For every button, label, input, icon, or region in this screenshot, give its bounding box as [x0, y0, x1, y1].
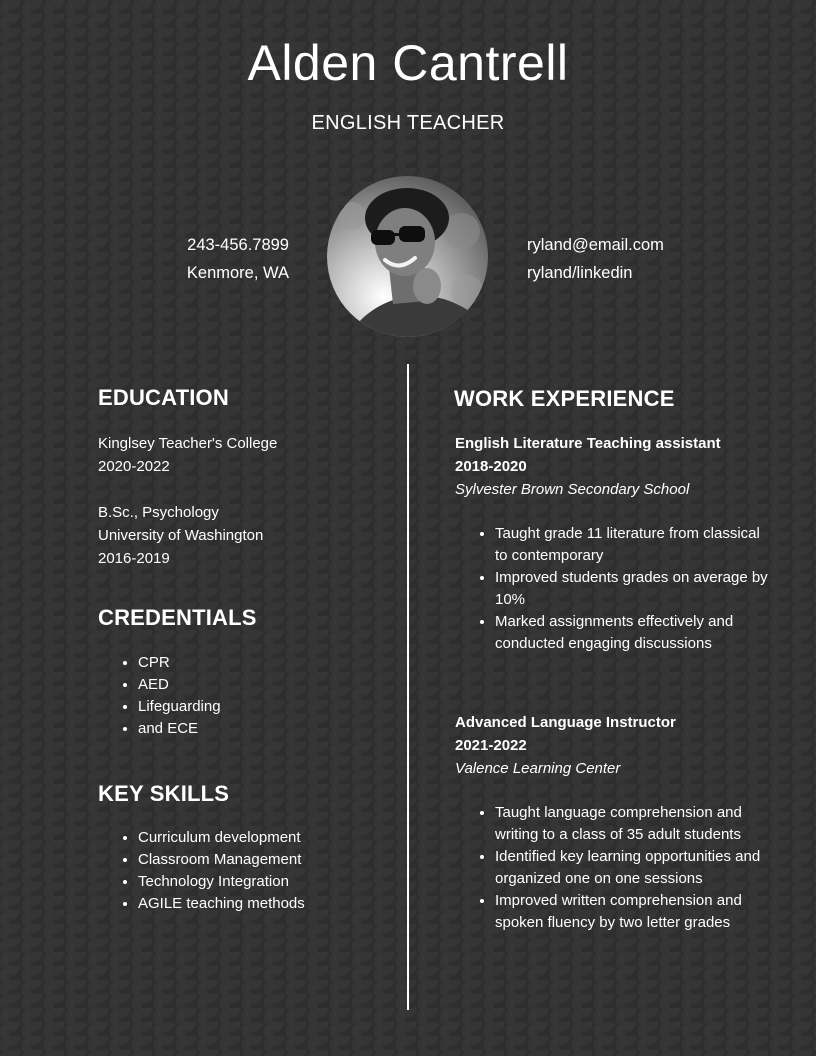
job-years: 2021-2022 [455, 737, 527, 754]
contact-right [527, 231, 747, 287]
profile-photo [327, 176, 488, 337]
job-bullets [475, 523, 775, 655]
location: Kenmore, WA [186, 264, 289, 282]
list-item: • Marked assignments effectively and conducted engaging discussions [495, 611, 775, 655]
credentials-heading: CREDENTIALS [98, 605, 257, 630]
education-heading: EDUCATION [98, 385, 229, 410]
candidate-name: Alden Cantrell [247, 35, 569, 91]
list-item: • Classroom Management [138, 849, 368, 871]
column-divider [407, 364, 409, 1010]
credentials-list [118, 652, 338, 740]
list-item: • Improved students grades on average by 10% [495, 567, 775, 611]
education-school: University of Washington [98, 527, 264, 544]
job-header [455, 711, 676, 780]
key-skills-heading: KEY SKILLS [98, 781, 230, 806]
education-years: 2020-2022 [98, 458, 170, 475]
job-years: 2018-2020 [455, 458, 527, 475]
education-years: 2016-2019 [98, 550, 170, 567]
job-title: English Literature Teaching assistant [455, 435, 721, 452]
list-item: • and ECE [138, 718, 338, 740]
job-bullets [475, 802, 780, 934]
list-item: • Taught grade 11 literature from classical to contemporary [495, 523, 775, 567]
job-title: Advanced Language Instructor [455, 714, 676, 731]
list-item: • Taught language comprehension and writing to a class of 35 adult students [495, 802, 780, 846]
contact-left [140, 231, 289, 287]
list-item: • Identified key learning opportunities and organized one on one sessions [495, 846, 780, 890]
education-entry [98, 501, 263, 570]
list-item: • Curriculum development [138, 827, 368, 849]
list-item: • AED [138, 674, 338, 696]
list-item: • Technology Integration [138, 871, 368, 893]
email-address[interactable]: ryland@email.com [527, 236, 664, 254]
key-skills-list [118, 827, 368, 915]
linkedin-link[interactable]: ryland/linkedin [527, 264, 633, 282]
list-item: • Lifeguarding [138, 696, 338, 718]
education-school: Kinglsey Teacher's College [98, 435, 278, 452]
job-employer: Valence Learning Center [455, 760, 621, 777]
work-experience-heading: WORK EXPERIENCE [454, 386, 675, 411]
job-header [455, 432, 721, 501]
job-employer: Sylvester Brown Secondary School [455, 481, 690, 498]
education-entry [98, 432, 277, 478]
list-item: • AGILE teaching methods [138, 893, 368, 915]
job-role: ENGLISH TEACHER [311, 112, 505, 134]
profile-photo-image [327, 176, 488, 337]
phone-number: 243-456.7899 [187, 236, 289, 254]
education-degree: B.Sc., Psychology [98, 504, 219, 521]
list-item: • CPR [138, 652, 338, 674]
list-item: • Improved written comprehension and spoken fluency by two letter grades [495, 890, 780, 934]
